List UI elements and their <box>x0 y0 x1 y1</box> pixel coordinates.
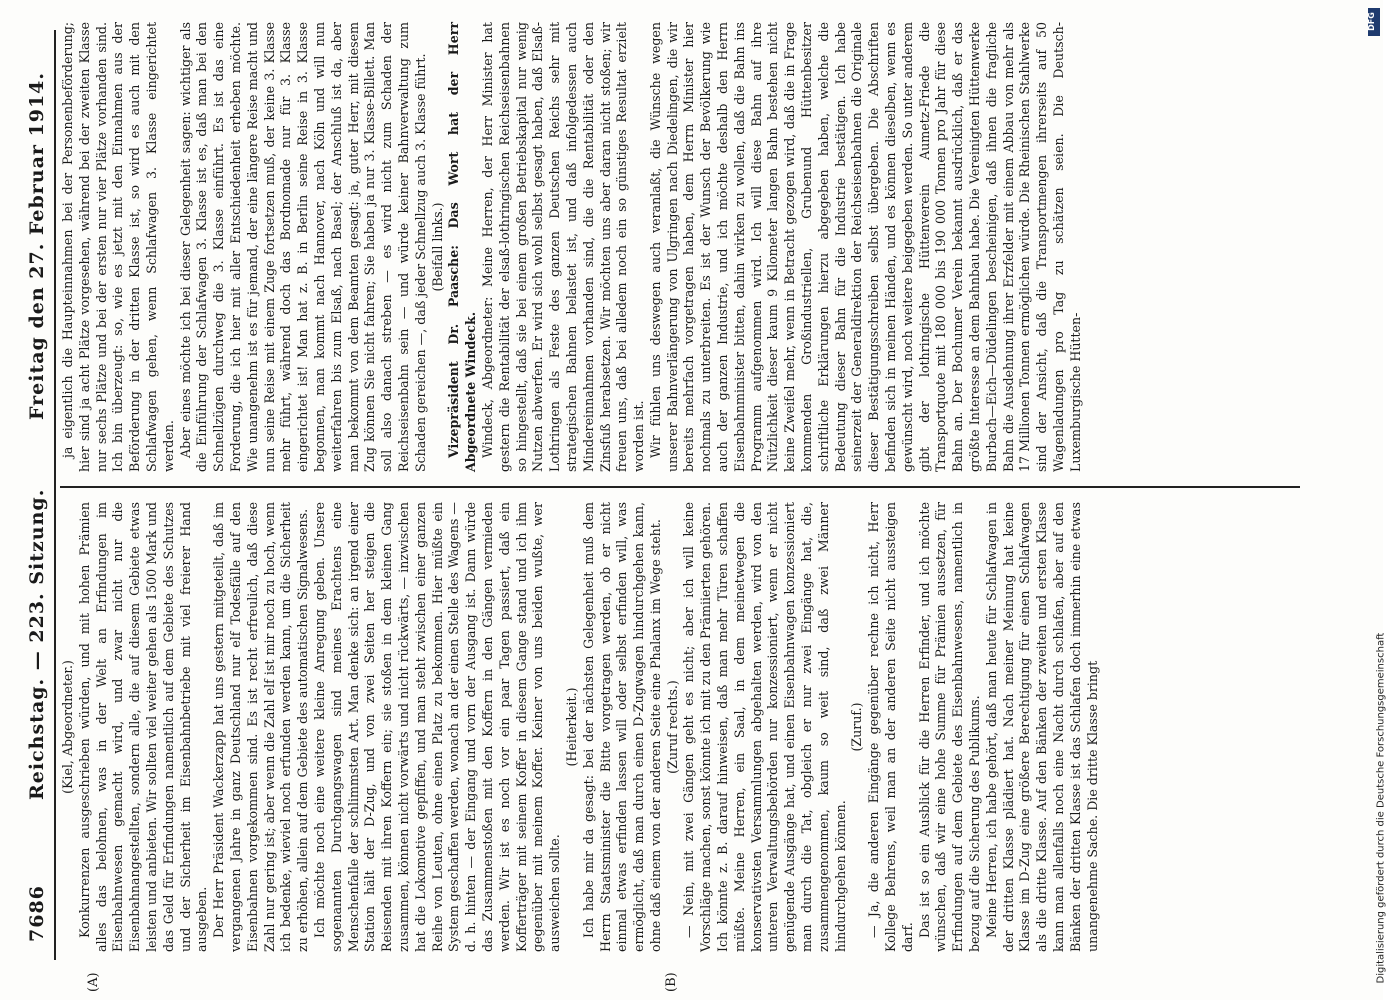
header-right-title: Freitag den 27. Februar 1914. <box>26 71 48 420</box>
digitization-credit <box>1371 8 1385 998</box>
paragraph: Ich habe mir da gesagt: bei der nächsten Gelegenheit muß dem Herrn Staatsminister die Bitte vorgetragen werden, ob er nicht einmal etwas erfinden lassen will oder selbst erfinden will, was ermöglicht, daß man durch einen D-Zugwagen hindurchgehen kann, ohne daß einem von der anderen Seite eine Phalanx im Wege steht. <box>580 502 663 952</box>
text-columns <box>60 22 1300 992</box>
paragraph: Windeck, Abgeordneter: Meine Herren, der Herr Minister hat gestern die Rentabilität der elsaß-lothringischen Reichseisenbahnen so hingestellt, daß sie bei einem großen Betriebskapital nur wenig Nutzen abwerfen. Er wird sich wohl selbst gesagt haben, daß Elsaß-Lothringen als Feste des ganzen Deutschen Reichs sehr mit strategischen Bahnen belastet ist, und daß infolgedessen auch Mindereinnahmen vorhanden sind, die die Rentabilität oder den Zinsfuß herabsetzen. Wir möchten uns aber daran nicht stoßen; wir freuen uns, daß bei alledem noch ein so günstiges Resultat erzielt worden ist. <box>479 22 647 472</box>
header-rule <box>54 30 56 960</box>
margin-marker-a: (A) <box>86 972 101 992</box>
paragraph: — Nein, mit zwei Gängen geht es nicht; aber ich will keine Vorschläge machen, sonst könnte ich mit zu den Prämiierten gehören. Ich könnte z. B. darauf hinweisen, daß man mehr Türen schaffen müßte. Meine Herren, ein Saal, in dem meinetwegen die konservativsten Versammlungen abgehalten werden, wird von den unteren Verwaltungsbehörden nur konzessioniert, wenn er nicht genügende Ausgänge hat, und einen Eisenbahnwagen konzessioniert man durch die Tat, obgleich er nur zwei Eingänge hat, die, zusammengenommen, kaum so weit sind, daß zwei Männer hindurchgehen können. <box>681 502 848 952</box>
paragraph: ja eigentlich die Haupteinnahmen bei der Personenbeförderung; hier sind ja acht Plätze vorgesehen, während bei der zweiten Klasse nur sechs Plätze und bei der ersten nur vier Plätze vorhanden sind. Ich bin überzeugt: so, wie es jetzt mit den Einnahmen aus der Beförderung in der dritten Klasse ist, so wird es auch mit den Schlafwagen gehen, wenn Schlafwagen 3. Klasse eingerichtet werden. <box>60 22 176 472</box>
paragraph: Konkurrenzen ausgeschrieben würden, und mit hohen Prämien alles das belohnen, was in der Welt an Erfindungen im Eisenbahnwesen gemacht wird, und zwar nicht nur die Eisenbahnangestellten, sondern alle, die auf diesem Gebiete etwas leisten und anbieten. Wir sollten viel weiter gehen als 1500 Mark und das Geld für Erfindungen namentlich auf dem Gebiete des Schutzes und der Sicherheit im Eisenbahnbetriebe mit viel freierer Hand ausgeben. <box>76 502 210 952</box>
paragraph: Aber eines möchte ich bei dieser Gelegenheit sagen: wichtiger als die Einführung der Schlafwagen 3. Klasse ist es, daß man bei den Schnellzügen durchweg die 3. Klasse einführt. Es ist das eine Forderung, die ich hier mit aller Entschiedenheit erheben möchte. Wie unangenehm ist es für jemand, der eine längere Reise macht und nun seine Reise mit einem Zuge fortsetzen muß, der keine 3. Klasse mehr führt, während doch das Bordnomade nur für 3. Klasse eingerichtet ist! Man hat z. B. in Berlin seine Reise in 3. Klasse begonnen, man kommt nach Hannover, nach Köln und will nun weiterfahren bis zum Elsaß, nach Basel; der Anschluß ist da, aber man bekommt von dem Beamten gesagt: ja, guter Herr, mit diesem Zug können Sie nicht fahren; Sie haben ja nur 3. Klasse-Billett. Man soll also danach streben — es wird nicht zum Schaden der Reichseisenbahn sein — und würde keiner Bahnverwaltung zum Schaden gereichen —, daß jeder Schnellzug auch 3. Klasse führt. <box>177 22 428 472</box>
interjection: (Beifall links.) <box>429 202 445 292</box>
interjection: (Zuruf.) <box>849 702 865 752</box>
header-left-title: Reichstag. — 223. Sitzung. <box>26 488 48 800</box>
right-column <box>60 22 1300 472</box>
interjection: (Heiterkeit.) <box>563 687 579 767</box>
paragraph: Das ist so ein Ausblick für die Herren Erfinder, und ich möchte wünschen, daß wir eine hohe Summe für Prämien aussetzen, für Erfindungen auf dem Gebiete des Eisenbahnwesens, namentlich in bezug auf die Sicherung des Publikums. <box>916 502 983 952</box>
credit-text: Digitalisierung gefördert durch die Deutsche Forschungsgemeinschaft <box>1375 632 1387 984</box>
paragraph: — Ja, die anderen Eingänge gegenüber rechne ich nicht, Herr Kollege Behrens, weil man an der anderen Seite nicht aussteigen darf. <box>866 502 915 952</box>
dfg-logo-text: DFG <box>1366 12 1376 31</box>
paragraph: Meine Herren, ich habe gehört, daß man heute für Schlafwagen in der dritten Klasse plädiert hat. Nach meiner Meinung hat keine Klasse im D-Zug eine größere Berechtigung für einen Schlafwagen als die dritte Klasse. Auf den Bänken der zweiten und ersten Klasse kann man allenfalls noch eine Nacht durch schlafen, aber auf den Bänken der dritten Klasse ist das Schlafen doch immerhin eine etwas unangenehme Sache. Die dritte Klasse bringt <box>983 502 1100 952</box>
paragraph: Wir fühlen uns deswegen auch veranlaßt, die Wünsche wegen unserer Bahnverlängerung von Ulgringen nach Diedelingen, die wir bereits mehrfach vorgetragen haben, dem Herrn Minister hier nochmals zu unterbreiten. Es ist der Wunsch der Bevölkerung wie auch der ganzen Industrie, und ich möchte deshalb den Herrn Eisenbahnminister bitten, dahin wirken zu wollen, daß die Bahn ins Programm aufgenommen wird. Ich will diese Bahn auf ihre Nützlichkeit dieser kaum 9 Kilometer langen Bahn bestehen nicht keine Zweifel mehr, wenn in Betracht gezogen wird, daß die in Frage kommenden Großindustriellen, Grubenund Hüttenbesitzer schriftliche Erklärungen hierzu abgegeben haben, welche die Bedeutung dieser Bahn für die Industrie bestätigen. Ich habe seinerzeit der Generaldirektion der Reichseisenbahnen die Originale dieser Bestätigungsschreiben selbst übergeben. Die Abschriften befinden sich in meinen Händen, und es können dieselben, wenn es gewünscht wird, noch weitere beigegeben werden. So unter anderem gibt der lothringische Hüttenverein Aumetz-Friede die Transportquote mit 180 000 bis 190 000 Tonnen pro Jahr für diese Bahn an. Der Bochumer Verein bekannt ausdrücklich, daß er das größte Interesse an dem Bahnbau habe. Die Vereinigten Hüttenwerke Burbach—Eich—Düdelingen bescheinigen, daß ihnen die fragliche Bahn die Ausdehnung ihrer Erzfelder mit einem Abbau von mehr als 17 Millionen Tonnen ermöglichen würde. Die Rheinischen Stahlwerke sind der Ansicht, daß die Transportmengen ihrerseits auf 50 Wagenladungen pro Tag zu schätzen seien. Die Deutsch-Luxemburgische Hütten- <box>647 22 1083 472</box>
page-number: 7686 <box>26 885 48 942</box>
paragraph: Ich möchte noch eine weitere kleine Anregung geben. Unsere sogenannten Durchgangswagen sind meines Erachtens eine Menschenfalle der schlimmsten Art. Man denke sich: an irgend einer Station hält der D-Zug, und von zwei Seiten her steigen die Reisenden mit ihren Koffern ein; sie stoßen in dem kleinen Gang zusammen, können nicht vorwärts und nicht rückwärts, — inzwischen hat die Lokomotive gepfiffen, und man steht zwischen einer ganzen Reihe von Leuten, ohne einen Platz zu bekommen. Hier müßte ein System geschaffen werden, wonach an der einen Stelle des Wagens — d. h. hinten — der Eingang und vorn der Ausgang ist. Dann würde das Zusammenstoßen mit den Koffern in den Gängen vermieden werden. Wir ist es noch vor ein paar Tagen passiert, daß ein Kofferträger mit seinem Koffer in diesem Gange stand und ich ihm gegenüber mit meinem Koffer. Keiner von uns beiden wußte, wer ausweichen sollte. <box>311 502 563 952</box>
margin-marker-b: (B) <box>664 972 679 992</box>
speaker-line: Vizepräsident Dr. Paasche: Das Wort hat der Herr Abgeordnete Windeck. <box>446 22 479 472</box>
interjection: (Zuruf rechts.) <box>664 680 680 774</box>
column-divider <box>60 486 1300 488</box>
paragraph: Der Herr Präsident Wackerzapp hat uns gestern mitgeteilt, daß im vergangenen Jahre in ganz Deutschland nur elf Todesfälle auf den Eisenbahnen vorgekommen sind. Es ist recht erfreulich, daß diese Zahl nur gering ist; aber wenn die Zahl elf ist mir noch zu hoch, wenn ich bedenke, wieviel noch erfunden werden kann, um die Sicherheit zu erhöhen, allein auf dem Gebiete des automatischen Signalwesens. <box>211 502 311 952</box>
paragraph: (Kiel, Abgeordneter.) <box>60 660 75 794</box>
left-column <box>60 502 1300 952</box>
